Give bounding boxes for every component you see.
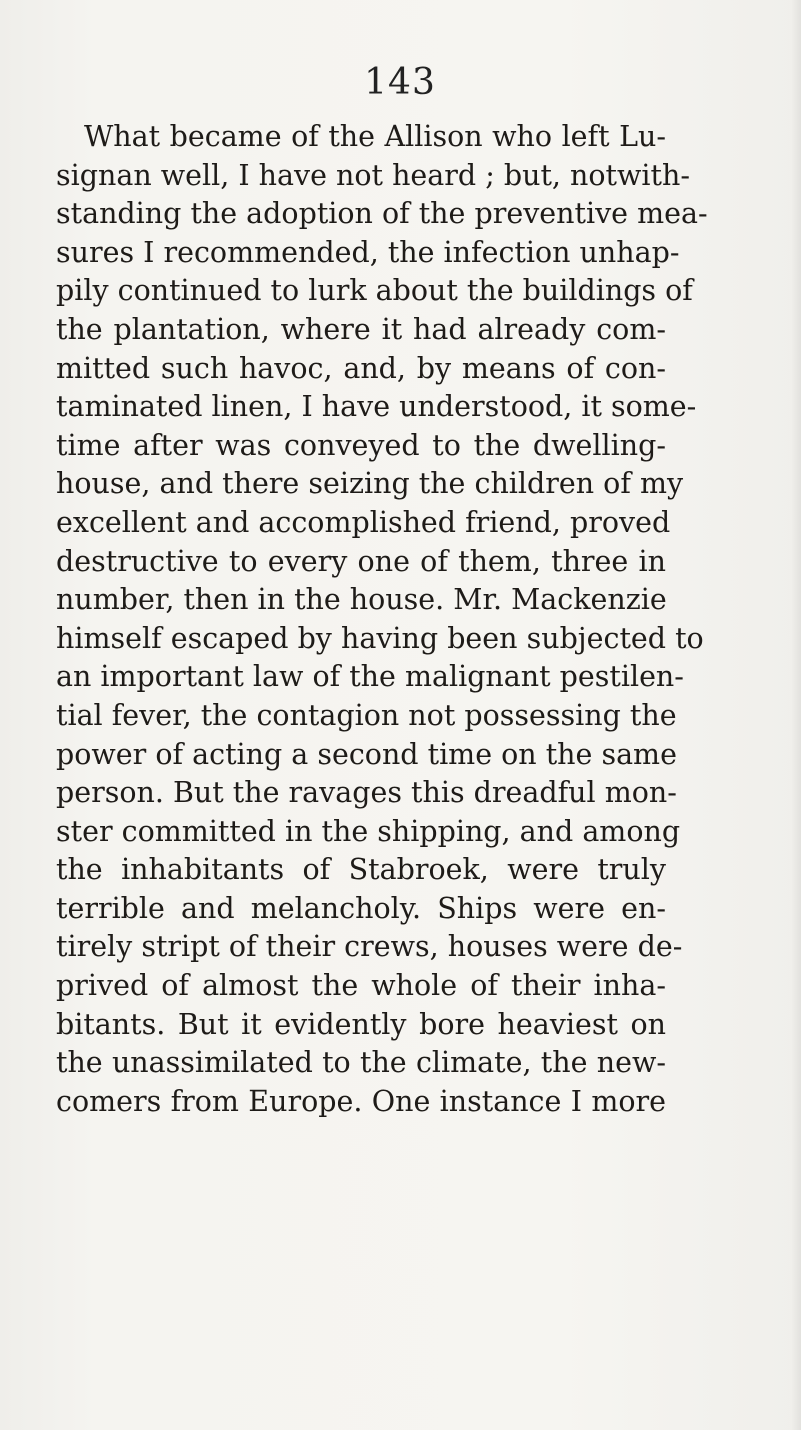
text-line: comers from Europe. One instance I more [56, 1084, 666, 1118]
page-number: 143 [364, 62, 436, 103]
text-line: time after was conveyed to the dwelling- [56, 428, 666, 462]
text-line: taminated linen, I have understood, it some- [56, 390, 697, 424]
text-line: an important law of the malignant pestilen- [56, 660, 684, 694]
text-line: himself escaped by having been subjected to [56, 621, 704, 655]
text-line: excellent and accomplished friend, proved [56, 505, 671, 539]
text-line: pily continued to lurk about the buildings of [56, 274, 693, 308]
text-line: mitted such havoc, and, by means of con- [56, 351, 666, 385]
text-line: person. But the ravages this dreadful mon- [56, 776, 677, 810]
text-line: signan well, I have not heard ; but, notwith- [56, 158, 690, 192]
text-line: the plantation, where it had already com- [56, 312, 666, 346]
text-line: the unassimilated to the climate, the new- [56, 1046, 666, 1080]
text-line: destructive to every one of them, three in [56, 544, 666, 578]
body-paragraph [56, 118, 708, 1121]
text-line: power of acting a second time on the same [56, 737, 677, 771]
text-line: tirely stript of their crews, houses were de- [56, 930, 683, 964]
text-line: the inhabitants of Stabroek, were truly [56, 853, 666, 887]
text-line: What became of the Allison who left Lu- [84, 120, 666, 153]
text-line: standing the adoption of the preventive mea- [56, 197, 708, 231]
text-line: ster committed in the shipping, and among [56, 814, 681, 848]
text-line: prived of almost the whole of their inha- [56, 969, 666, 1003]
text-line: tial fever, the contagion not possessing the [56, 698, 677, 732]
page-edge-shadow [791, 0, 801, 1430]
text-line: number, then in the house. Mr. Mackenzie [56, 583, 667, 617]
text-line: bitants. But it evidently bore heaviest on [56, 1007, 666, 1041]
text-line: sures I recommended, the infection unhap- [56, 235, 680, 269]
text-line: terrible and melancholy. Ships were en- [56, 891, 666, 925]
text-line: house, and there seizing the children of my [56, 467, 684, 501]
